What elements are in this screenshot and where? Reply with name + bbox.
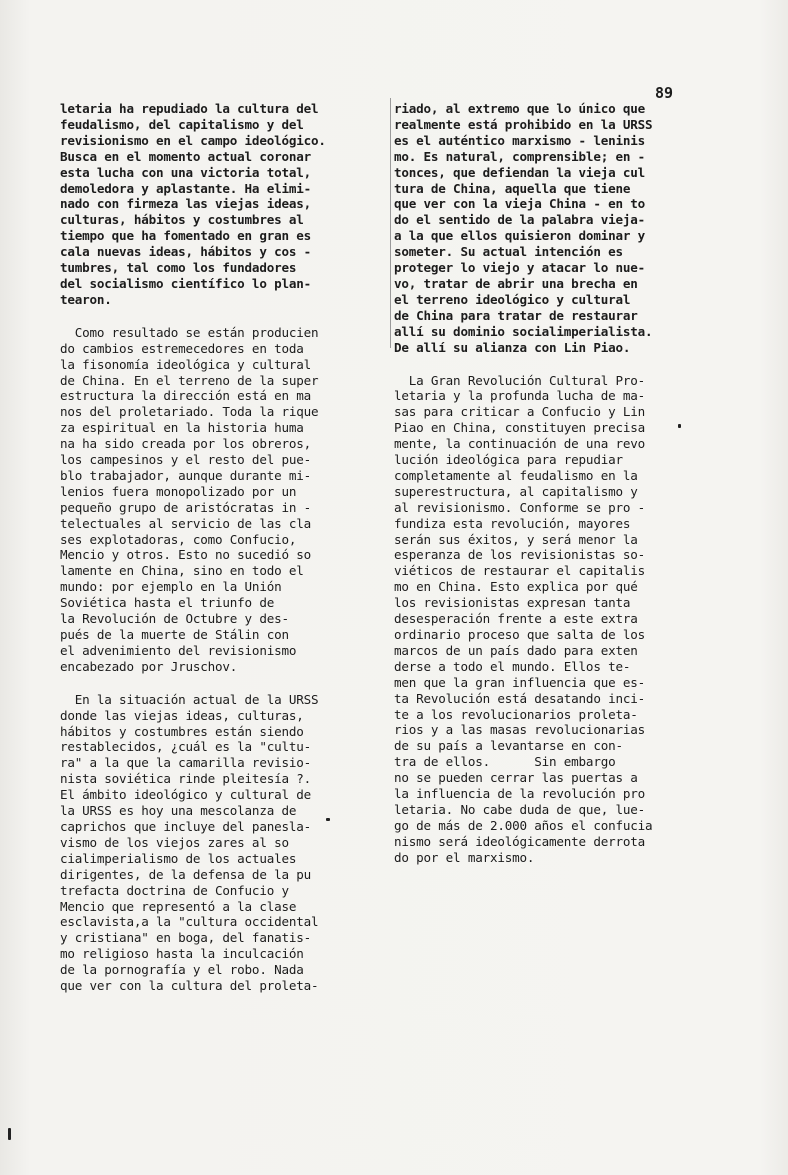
text-line: mo en China. Esto explica por qué: [394, 579, 638, 595]
text-line: trefacta doctrina de Confucio y: [60, 882, 289, 898]
text-line: al revisionismo. Conforme se pro -: [394, 499, 645, 515]
paragraph: [60, 325, 360, 675]
text-line: te a los revolucionarios proleta-: [394, 706, 638, 722]
text-line: Piao en China, constituyen precisa: [394, 420, 645, 436]
text-line: go de más de 2.000 años el confucia: [394, 817, 653, 833]
text-line: restablecidos, ¿cuál es la "cultu-: [60, 739, 311, 755]
text-line: culturas, hábitos y costumbres al: [60, 212, 304, 228]
text-line: el terreno ideológico y cultural: [394, 291, 631, 307]
text-line: someter. Su actual intención es: [394, 244, 623, 260]
column-margin-mark: [390, 98, 391, 348]
text-line: allí su dominio socialimperialista.: [394, 323, 653, 339]
text-line: y cristiana" en boga, del fanatis-: [60, 930, 311, 946]
text-line: ra" a la que la camarilla revisio-: [60, 755, 311, 771]
text-line: fundiza esta revolución, mayores: [394, 515, 631, 531]
text-line: encabezado por Jruschov.: [60, 658, 238, 674]
text-line: viéticos de restaurar el capitalis: [394, 563, 645, 579]
text-line: letaria y la profunda lucha de ma-: [394, 388, 645, 404]
text-line: de China. En el terreno de la super: [60, 372, 319, 388]
text-line: proteger lo viejo y atacar lo nue-: [394, 260, 645, 276]
text-line: la URSS es hoy una mescolanza de: [60, 803, 297, 819]
text-line: lamente en China, sino en todo el: [60, 563, 304, 579]
text-line: blo trabajador, aunque durante mi-: [60, 467, 311, 483]
text-line: ses explotadoras, como Confucio,: [60, 531, 297, 547]
text-line: De allí su alianza con Lin Piao.: [394, 339, 631, 355]
text-line: tura de China, aquella que tiene: [394, 180, 631, 196]
text-line: los revisionistas expresan tanta: [394, 595, 631, 611]
print-speck: [678, 424, 681, 428]
text-line: lución ideológica para repudiar: [394, 452, 623, 468]
text-line: Soviética hasta el triunfo de: [60, 595, 275, 611]
text-line: La Gran Revolución Cultural Pro-: [394, 372, 645, 388]
paragraph: [60, 692, 360, 994]
text-line: Busca en el momento actual coronar: [60, 148, 311, 164]
text-line: na ha sido creada por los obreros,: [60, 436, 311, 452]
text-line: mo religioso hasta la inculcación: [60, 946, 304, 962]
paragraph: [394, 101, 690, 356]
text-line: feudalismo, del capitalismo y del: [60, 116, 304, 132]
text-line: la influencia de la revolución pro: [394, 786, 645, 802]
text-line: esperanza de los revisionistas so-: [394, 547, 645, 563]
text-line: es el auténtico marxismo - leninis: [394, 132, 645, 148]
text-line: ta Revolución está desatando inci-: [394, 690, 645, 706]
text-line: riado, al extremo que lo único que: [394, 101, 645, 116]
text-line: los campesinos y el resto del pue-: [60, 452, 311, 468]
text-line: no se pueden cerrar las puertas a: [394, 770, 638, 786]
text-line: desesperación frente a este extra: [394, 611, 638, 627]
text-line: marcos de un país dado para exten: [394, 642, 638, 658]
text-line: esclavista,a la "cultura occidental: [60, 914, 319, 930]
print-speck: [326, 818, 330, 821]
print-speck: [8, 1128, 11, 1140]
text-line: donde las viejas ideas, culturas,: [60, 707, 304, 723]
text-line: hábitos y costumbres están siendo: [60, 723, 304, 739]
text-line: letaria. No cabe duda de que, lue-: [394, 801, 645, 817]
text-line: la Revolución de Octubre y des-: [60, 611, 289, 627]
page-number: 89: [655, 84, 674, 102]
text-line: tumbres, tal como los fundadores: [60, 260, 297, 276]
text-line: sas para criticar a Confucio y Lin: [394, 404, 645, 420]
text-line: que ver con la cultura del proleta-: [60, 978, 319, 994]
text-line: dirigentes, de la defensa de la pu: [60, 866, 311, 882]
text-line: vo, tratar de abrir una brecha en: [394, 275, 638, 291]
text-line: do cambios estremecedores en toda: [60, 340, 304, 356]
text-line: vismo de los viejos zares al so: [60, 834, 289, 850]
text-line: mundo: por ejemplo en la Unión: [60, 579, 282, 595]
text-line: ordinario proceso que salta de los: [394, 627, 645, 642]
text-line: Mencio que representó a la clase: [60, 898, 297, 914]
text-line: tonces, que defiendan la vieja cul: [394, 164, 645, 180]
text-line: pués de la muerte de Stálin con: [60, 627, 289, 642]
text-line: cala nuevas ideas, hábitos y cos -: [60, 244, 311, 260]
paragraph: [60, 101, 360, 308]
text-line: nismo será ideológicamente derrota: [394, 833, 645, 849]
text-line: mente, la continuación de una revo: [394, 436, 645, 452]
text-line: nado con firmeza las viejas ideas,: [60, 196, 311, 212]
text-line: completamente al feudalismo en la: [394, 467, 638, 483]
text-line: telectuales al servicio de las cla: [60, 515, 311, 531]
text-line: demoledora y aplastante. Ha elimi-: [60, 180, 311, 196]
text-line: do por el marxismo.: [394, 849, 535, 865]
text-line: que ver con la vieja China - en to: [394, 196, 645, 212]
text-line: Mencio y otros. Esto no sucedió so: [60, 547, 311, 563]
text-line: tiempo que ha fomentado en gran es: [60, 228, 311, 244]
text-line: de su país a levantarse en con-: [394, 738, 623, 754]
text-line: cialimperialismo de los actuales: [60, 850, 297, 866]
text-line: En la situación actual de la URSS: [60, 691, 319, 707]
text-line: la fisonomía ideológica y cultural: [60, 356, 311, 372]
text-line: del socialismo científico lo plan-: [60, 275, 311, 291]
text-line: do el sentido de la palabra vieja-: [394, 212, 645, 228]
text-line: superestructura, al capitalismo y: [394, 483, 638, 499]
text-line: estructura la dirección está en ma: [60, 388, 311, 404]
text-line: tra de ellos. Sin embargo: [394, 754, 616, 770]
text-line: nista soviética rinde pleitesía ?.: [60, 771, 311, 787]
text-line: lenios fuera monopolizado por un: [60, 483, 297, 499]
text-line: Como resultado se están producien: [60, 324, 319, 340]
text-line: pequeño grupo de aristócratas in -: [60, 499, 311, 515]
text-line: mo. Es natural, comprensible; en -: [394, 148, 645, 164]
text-line: men que la gran influencia que es-: [394, 674, 645, 690]
text-line: tearon.: [60, 291, 112, 307]
text-line: de China para tratar de restaurar: [394, 307, 638, 323]
text-line: El ámbito ideológico y cultural de: [60, 787, 311, 803]
text-line: esta lucha con una victoria total,: [60, 164, 311, 180]
text-line: realmente está prohibido en la URSS: [394, 116, 653, 132]
text-line: de la pornografía y el robo. Nada: [60, 962, 304, 978]
text-line: revisionismo en el campo ideológico.: [60, 132, 326, 148]
right-text-column: [394, 101, 690, 883]
text-line: nos del proletariado. Toda la rique: [60, 404, 319, 420]
text-line: derse a todo el mundo. Ellos te-: [394, 658, 631, 674]
text-line: rios y a las masas revolucionarias: [394, 722, 645, 738]
text-line: el advenimiento del revisionismo: [60, 642, 297, 658]
text-line: za espiritual en la historia huma: [60, 420, 304, 436]
text-line: letaria ha repudiado la cultura del: [60, 101, 319, 116]
text-line: a la que ellos quisieron dominar y: [394, 228, 645, 244]
text-line: serán sus éxitos, y será menor la: [394, 531, 638, 547]
left-text-column: [60, 101, 360, 1011]
paragraph: [394, 373, 690, 866]
text-line: caprichos que incluye del panesla-: [60, 818, 311, 834]
